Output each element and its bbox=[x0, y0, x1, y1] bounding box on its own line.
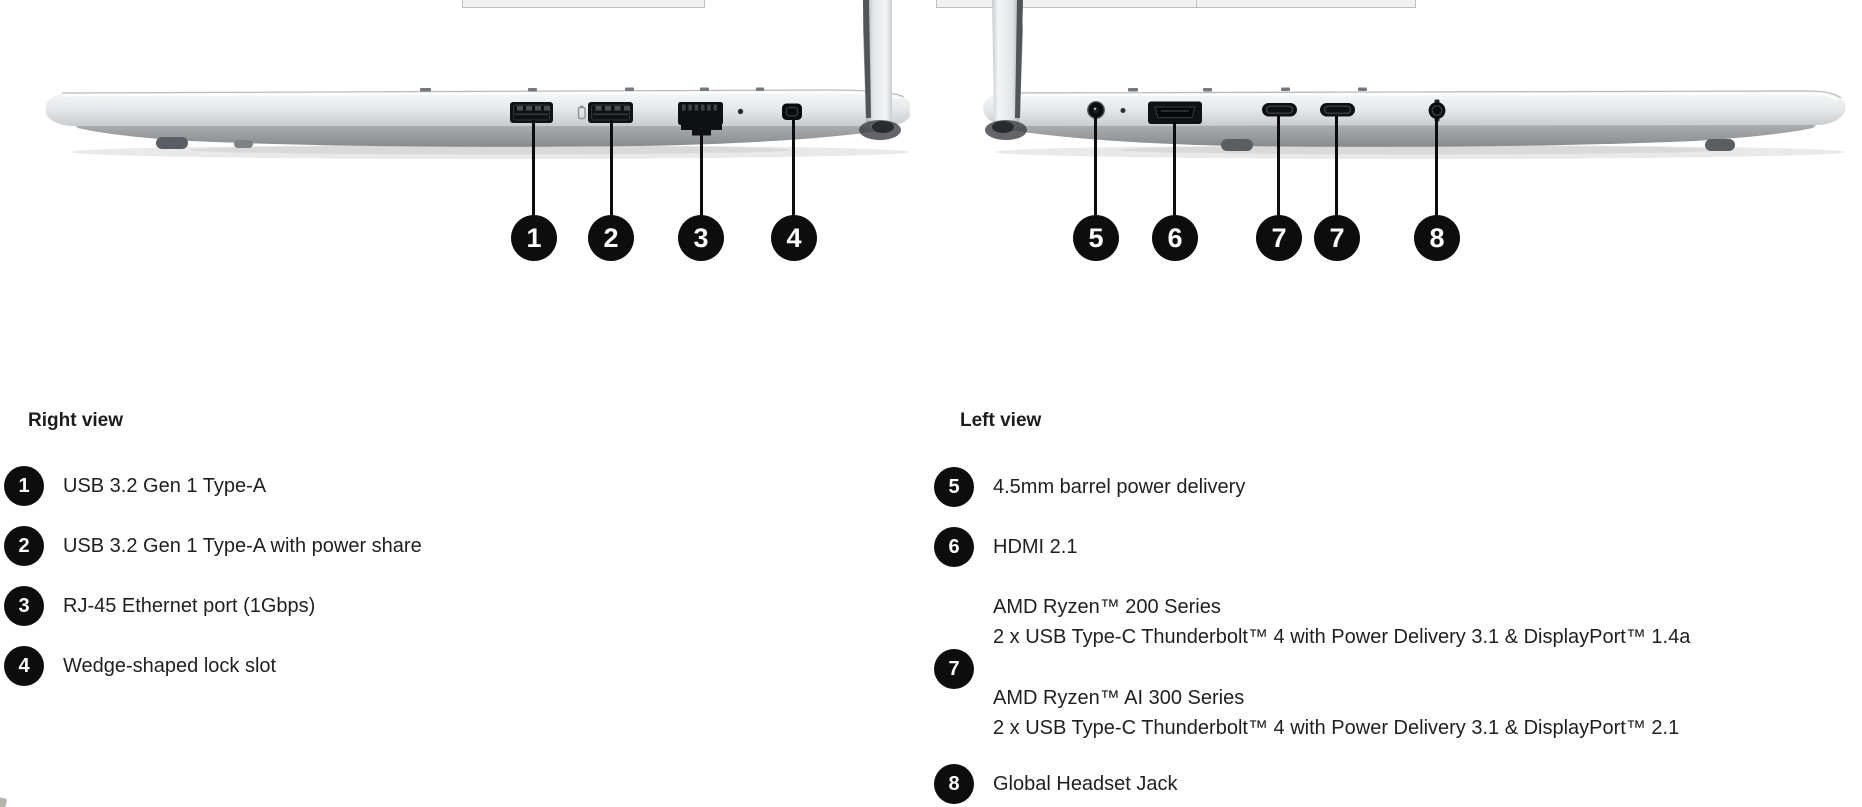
status-led-pinhole bbox=[1121, 108, 1126, 113]
ground-shadow bbox=[70, 145, 910, 159]
legend-line-ryzen-200: AMD Ryzen™ 200 Series bbox=[993, 596, 1221, 618]
callout-line bbox=[1335, 114, 1338, 217]
legend-label-5: 4.5mm barrel power delivery bbox=[993, 476, 1246, 498]
legend-badge-4: 4 bbox=[4, 646, 44, 686]
callout-badge-3: 3 bbox=[678, 215, 724, 261]
callout-badge-6: 6 bbox=[1152, 215, 1198, 261]
laptop-lid bbox=[992, 0, 1023, 133]
callout-line bbox=[700, 133, 703, 217]
port-hdmi bbox=[1148, 102, 1202, 125]
legend-label-7 bbox=[993, 592, 1690, 743]
callout-badge-8: 8 bbox=[1414, 215, 1460, 261]
legend-badge-8: 8 bbox=[934, 764, 974, 804]
left-view-heading: Left view bbox=[960, 410, 1042, 431]
right-view-heading: Right view bbox=[28, 410, 124, 431]
legend-badge-2: 2 bbox=[4, 526, 44, 566]
legend-line-usbc-14a: 2 x USB Type-C Thunderbolt™ 4 with Power Delivery 3.1 & DisplayPort™ 1.4a bbox=[993, 626, 1691, 648]
callout-badge-2: 2 bbox=[588, 215, 634, 261]
hinge-shadow bbox=[859, 120, 901, 140]
legend-badge-7: 7 bbox=[934, 649, 974, 689]
callout-badge-7b: 7 bbox=[1314, 215, 1360, 261]
legend-label-3: RJ-45 Ethernet port (1Gbps) bbox=[63, 595, 316, 617]
callout-line bbox=[1173, 122, 1176, 217]
legend-badge-3: 3 bbox=[4, 586, 44, 626]
status-led-pinhole bbox=[738, 109, 743, 114]
legend-label-1: USB 3.2 Gen 1 Type-A bbox=[63, 475, 267, 497]
callout-line bbox=[1277, 114, 1280, 217]
callout-badge-4: 4 bbox=[771, 215, 817, 261]
legend-label-8: Global Headset Jack bbox=[993, 773, 1178, 795]
legend-badge-1: 1 bbox=[4, 466, 44, 506]
laptop-body bbox=[46, 91, 910, 126]
callout-badge-5: 5 bbox=[1073, 215, 1119, 261]
hinge-shadow bbox=[985, 120, 1027, 140]
callout-line bbox=[532, 120, 535, 217]
legend-line-usbc-21: 2 x USB Type-C Thunderbolt™ 4 with Power Delivery 3.1 & DisplayPort™ 2.1 bbox=[993, 717, 1680, 739]
callout-badge-1: 1 bbox=[511, 215, 557, 261]
callout-line bbox=[610, 120, 613, 217]
legend-label-2: USB 3.2 Gen 1 Type-A with power share bbox=[63, 535, 422, 557]
legend-badge-5: 5 bbox=[934, 467, 974, 507]
laptop-left-side-illustration bbox=[975, 0, 1855, 225]
cropped-corner-artifact bbox=[0, 797, 7, 807]
laptop-lid bbox=[863, 0, 892, 133]
legend-line-gap bbox=[993, 652, 1690, 683]
callout-line bbox=[1094, 115, 1097, 217]
callout-line bbox=[792, 118, 795, 217]
laptop-right-side-illustration bbox=[40, 0, 910, 225]
legend-label-6: HDMI 2.1 bbox=[993, 536, 1078, 558]
callout-badge-7a: 7 bbox=[1256, 215, 1302, 261]
laptop-body bbox=[983, 92, 1846, 126]
callout-line bbox=[1435, 117, 1438, 217]
hinge-vents bbox=[1128, 88, 1367, 92]
legend-badge-6: 6 bbox=[934, 527, 974, 567]
legend-label-4: Wedge-shaped lock slot bbox=[63, 655, 277, 677]
legend-line-ryzen-ai-300: AMD Ryzen™ AI 300 Series bbox=[993, 687, 1245, 709]
